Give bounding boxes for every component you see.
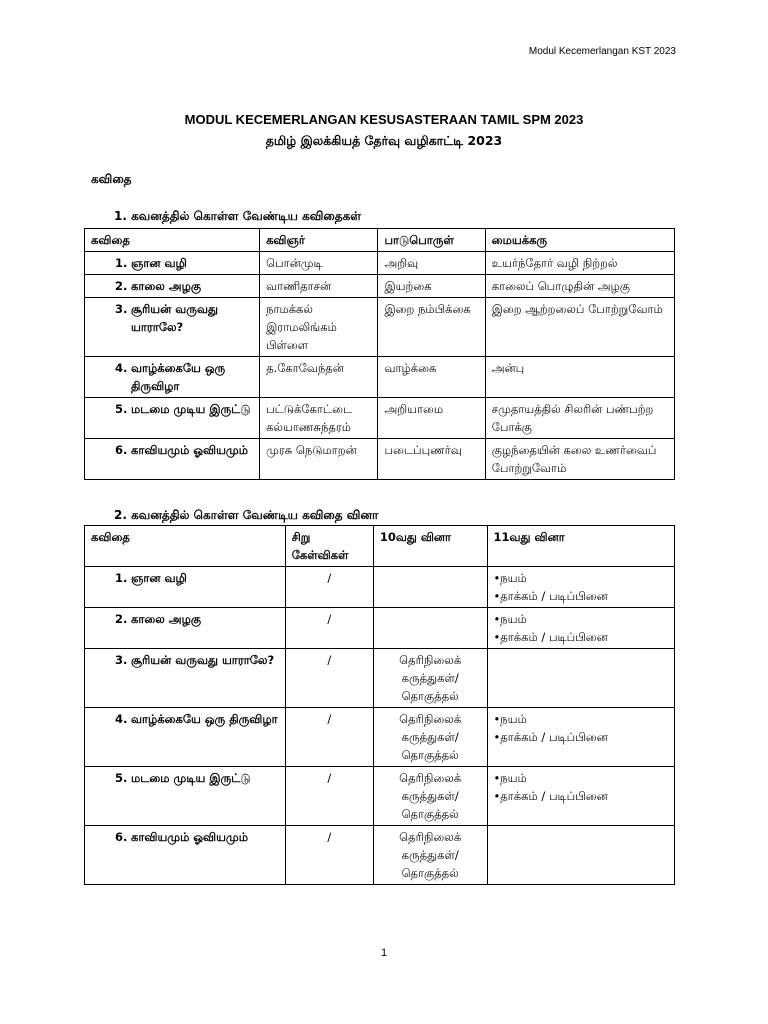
question10-cell: தெரிநிலைக் கருத்துகள்/ தொகுத்தல் bbox=[373, 826, 487, 885]
short-question-cell: / bbox=[285, 826, 373, 885]
core-cell: காலைப் பொழுதின் அழகு bbox=[485, 275, 674, 298]
question11-cell bbox=[487, 708, 674, 767]
poems-table bbox=[84, 228, 675, 480]
bullet-item: •நயம் bbox=[493, 571, 527, 585]
poem-title: சூரியன் வருவது யாராலே? bbox=[131, 653, 275, 667]
poem-cell bbox=[85, 252, 260, 275]
question10-cell bbox=[373, 567, 487, 608]
poem-number: 6. bbox=[115, 830, 128, 844]
poem-number: 4. bbox=[115, 361, 128, 375]
poem-number: 5. bbox=[115, 402, 128, 416]
bullet-item: •தாக்கம் / படிப்பினை bbox=[493, 630, 608, 644]
poem-title: மடமை முடிய இருட்டு bbox=[131, 402, 251, 416]
table1-heading: 1. கவனத்தில் கொள்ள வேண்டிய கவிதைகள் bbox=[114, 209, 362, 223]
question11-cell bbox=[487, 826, 674, 885]
table-row bbox=[85, 252, 675, 275]
table-row bbox=[85, 567, 675, 608]
column-header: கவிதை bbox=[85, 229, 260, 252]
table-row bbox=[85, 708, 675, 767]
document-subtitle: தமிழ் இலக்கியத் தேர்வு வழிகாட்டி 2023 bbox=[265, 133, 503, 148]
theme-cell: இயற்கை bbox=[378, 275, 485, 298]
bullet-item: •தாக்கம் / படிப்பினை bbox=[493, 789, 608, 803]
poem-title: காலை அழகு bbox=[131, 612, 201, 626]
column-header: பாடுபொருள் bbox=[378, 229, 485, 252]
theme-cell: இறை நம்பிக்கை bbox=[378, 298, 485, 357]
poem-number: 1. bbox=[115, 571, 128, 585]
poem-cell bbox=[85, 275, 260, 298]
running-header: Modul Kecemerlangan KST 2023 bbox=[528, 46, 676, 57]
question10-cell: தெரிநிலைக் கருத்துகள்/ தொகுத்தல் bbox=[373, 767, 487, 826]
table-row bbox=[85, 439, 675, 480]
table-row bbox=[85, 767, 675, 826]
poem-title: ஞான வழி bbox=[131, 571, 187, 585]
table-row bbox=[85, 275, 675, 298]
table-header-row bbox=[85, 229, 675, 252]
question11-cell bbox=[487, 608, 674, 649]
table-row bbox=[85, 649, 675, 708]
theme-cell: அறிவு bbox=[378, 252, 485, 275]
poem-cell bbox=[85, 398, 260, 439]
question11-cell bbox=[487, 649, 674, 708]
poem-title: காவியமும் ஓவியமும் bbox=[131, 443, 248, 457]
poet-cell: நாமக்கல் இராமலிங்கம் பிள்ளை bbox=[260, 298, 378, 357]
poem-title: வாழ்க்கையே ஒரு திருவிழா bbox=[131, 712, 278, 726]
table-row bbox=[85, 826, 675, 885]
short-question-cell: / bbox=[285, 608, 373, 649]
poem-cell bbox=[85, 767, 286, 826]
poem-number: 2. bbox=[115, 612, 128, 626]
poem-title: மடமை முடிய இருட்டு bbox=[131, 771, 251, 785]
question10-cell bbox=[373, 608, 487, 649]
question11-cell bbox=[487, 567, 674, 608]
question10-cell: தெரிநிலைக் கருத்துகள்/ தொகுத்தல் bbox=[373, 649, 487, 708]
table2-heading: 2. கவனத்தில் கொள்ள வேண்டிய கவிதை வினா bbox=[114, 508, 379, 522]
core-cell: குழந்தையின் கலை உணர்வைப் போற்றுவோம் bbox=[485, 439, 674, 480]
column-header: 10வது வினா bbox=[373, 526, 487, 567]
poem-cell bbox=[85, 649, 286, 708]
core-cell: உயர்ந்தோர் வழி நிற்றல் bbox=[485, 252, 674, 275]
section-label: கவிதை bbox=[91, 172, 132, 186]
bullet-item: •நயம் bbox=[493, 771, 527, 785]
poem-number: 3. bbox=[115, 653, 128, 667]
poem-title: ஞான வழி bbox=[131, 256, 187, 270]
column-header: மையக்கரு bbox=[485, 229, 674, 252]
theme-cell: படைப்புணர்வு bbox=[378, 439, 485, 480]
question10-cell: தெரிநிலைக் கருத்துகள்/ தொகுத்தல் bbox=[373, 708, 487, 767]
core-cell: சமுதாயத்தில் சிலரின் பண்பற்ற போக்கு bbox=[485, 398, 674, 439]
poem-cell bbox=[85, 298, 260, 357]
poem-number: 6. bbox=[115, 443, 128, 457]
table-row bbox=[85, 357, 675, 398]
poem-number: 4. bbox=[115, 712, 128, 726]
poem-cell bbox=[85, 826, 286, 885]
question11-cell bbox=[487, 767, 674, 826]
bullet-item: •நயம் bbox=[493, 712, 527, 726]
core-cell: அன்பு bbox=[485, 357, 674, 398]
poem-cell bbox=[85, 357, 260, 398]
poet-cell: பொன்முடி bbox=[260, 252, 378, 275]
column-header: சிறு கேள்விகள் bbox=[285, 526, 373, 567]
short-question-cell: / bbox=[285, 708, 373, 767]
poem-number: 1. bbox=[115, 256, 128, 270]
poet-cell: முரசு நெடுமாறன் bbox=[260, 439, 378, 480]
poet-cell: த.கோவேந்தன் bbox=[260, 357, 378, 398]
table-row bbox=[85, 608, 675, 649]
poem-title: சூரியன் வருவது யாராலே? bbox=[131, 302, 218, 334]
poem-cell bbox=[85, 708, 286, 767]
page-number: 1 bbox=[380, 947, 388, 959]
poem-title: காவியமும் ஓவியமும் bbox=[131, 830, 248, 844]
poet-cell: வாணிதாசன் bbox=[260, 275, 378, 298]
short-question-cell: / bbox=[285, 649, 373, 708]
poem-number: 5. bbox=[115, 771, 128, 785]
column-header: 11வது வினா bbox=[487, 526, 674, 567]
table-row bbox=[85, 298, 675, 357]
short-question-cell: / bbox=[285, 567, 373, 608]
poem-number: 2. bbox=[115, 279, 128, 293]
table-header-row bbox=[85, 526, 675, 567]
poem-cell bbox=[85, 567, 286, 608]
bullet-item: •தாக்கம் / படிப்பினை bbox=[493, 589, 608, 603]
theme-cell: வாழ்க்கை bbox=[378, 357, 485, 398]
poem-cell bbox=[85, 439, 260, 480]
core-cell: இறை ஆற்றலைப் போற்றுவோம் bbox=[485, 298, 674, 357]
document-title: MODUL KECEMERLANGAN KESUSASTERAAN TAMIL SPM 2023 bbox=[184, 112, 584, 127]
poem-number: 3. bbox=[115, 302, 128, 316]
short-question-cell: / bbox=[285, 767, 373, 826]
column-header: கவிதை bbox=[85, 526, 286, 567]
poem-title: காலை அழகு bbox=[131, 279, 201, 293]
table-row bbox=[85, 398, 675, 439]
column-header: கவிஞர் bbox=[260, 229, 378, 252]
poem-cell bbox=[85, 608, 286, 649]
bullet-item: •நயம் bbox=[493, 612, 527, 626]
bullet-item: •தாக்கம் / படிப்பினை bbox=[493, 730, 608, 744]
poem-title: வாழ்க்கையே ஒரு திருவிழா bbox=[131, 361, 226, 393]
questions-table bbox=[84, 525, 675, 885]
theme-cell: அறியாமை bbox=[378, 398, 485, 439]
poet-cell: பட்டுக்கோட்டை கல்யாணசுந்தரம் bbox=[260, 398, 378, 439]
